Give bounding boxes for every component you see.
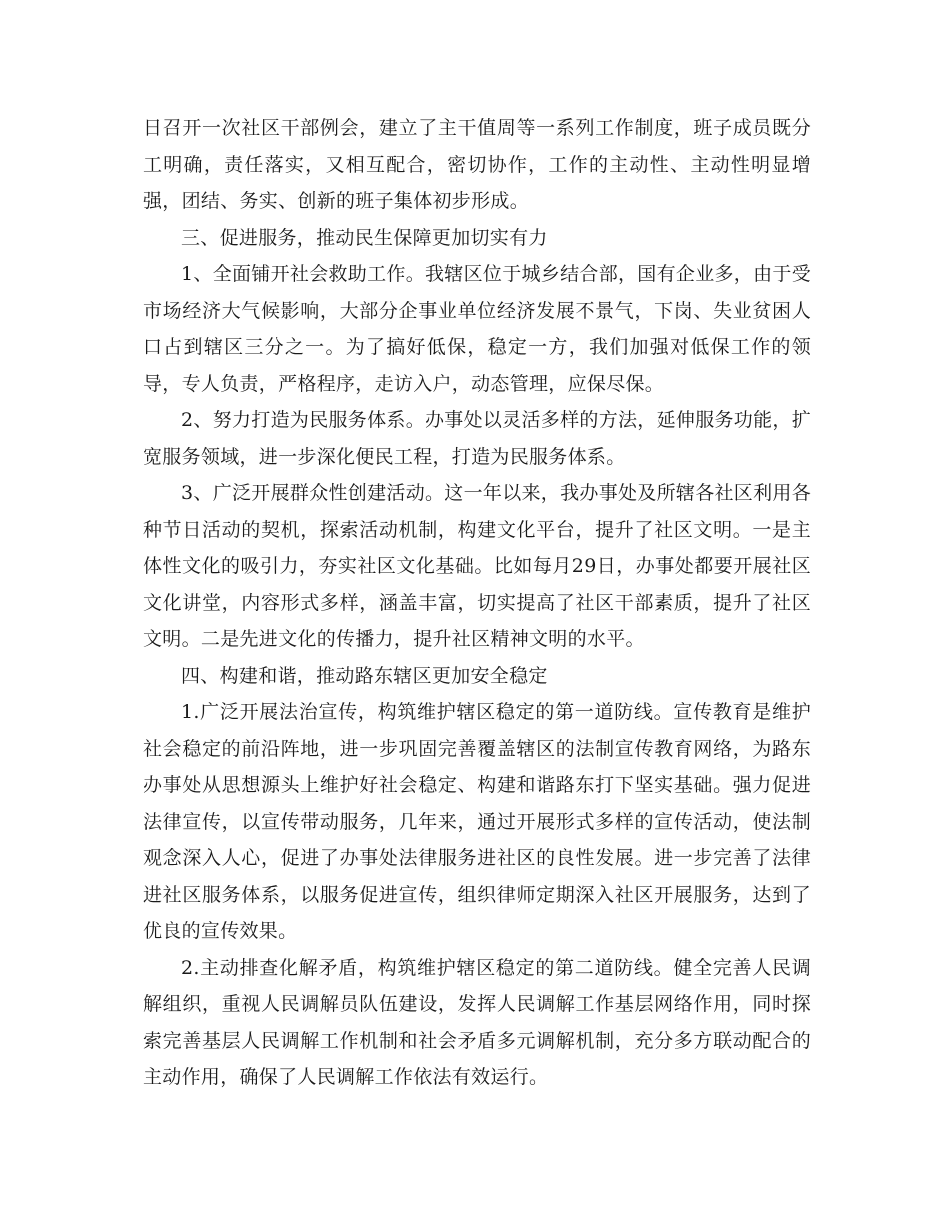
paragraph-mediation: 2.主动排查化解矛盾，构筑维护辖区稳定的第二道防线。健全完善人民调解组织，重视人民调解员队伍建设，发挥人民调解工作基层网络作用，同时探索完善基层人民调解工作机制和社会矛盾多元调解机制，充分多方联动配合的主动作用，确保了人民调解工作依法有效运行。 — [143, 956, 811, 1088]
paragraph-continuation: 日召开一次社区干部例会，建立了主干值周等一系列工作制度，班子成员既分工明确，责任落实，又相互配合，密切协作，工作的主动性、主动性明显增强，团结、务实、创新的班子集体初步形成。 — [143, 117, 811, 212]
paragraph-social-assistance: 1、全面铺开社会救助工作。我辖区位于城乡结合部，国有企业多，由于受市场经济大气候影响，大部分企事业单位经济发展不景气，下岗、失业贫困人口占到辖区三分之一。为了搞好低保，稳定一方，我们加强对低保工作的领导，专人负责，严格程序，走访入户，动态管理，应保尽保。 — [143, 263, 811, 395]
section-heading-four: 四、构建和谐，推动路东辖区更加安全稳定 — [181, 664, 548, 687]
paragraph-service-system: 2、努力打造为民服务体系。办事处以灵活多样的方法，延伸服务功能，扩宽服务领域，进一步深化便民工程，打造为民服务体系。 — [143, 409, 811, 468]
section-heading-three: 三、促进服务，推动民生保障更加切实有力 — [181, 226, 548, 249]
document-body — [143, 110, 811, 1096]
paragraph-mass-activities: 3、广泛开展群众性创建活动。这一年以来，我办事处及所辖各社区利用各种节日活动的契机，探索活动机制，构建文化平台，提升了社区文明。一是主体性文化的吸引力，夯实社区文化基础。比如每月29日，办事处都要开展社区文化讲堂，内容形式多样，涵盖丰富，切实提高了社区干部素质，提升了社区文明。二是先进文化的传播力，提升社区精神文明的水平。 — [143, 482, 811, 650]
paragraph-legal-publicity: 1.广泛开展法治宣传，构筑维护辖区稳定的第一道防线。宣传教育是维护社会稳定的前沿阵地，进一步巩固完善覆盖辖区的法制宣传教育网络，为路东办事处从思想源头上维护好社会稳定、构建和谐路东打下坚实基础。强力促进法律宣传，以宣传带动服务，几年来，通过开展形式多样的宣传活动，使法制观念深入人心，促进了办事处法律服务进社区的良性发展。进一步完善了法律进社区服务体系，以服务促进宣传，组织律师定期深入社区开展服务，达到了优良的宣传效果。 — [143, 701, 811, 942]
